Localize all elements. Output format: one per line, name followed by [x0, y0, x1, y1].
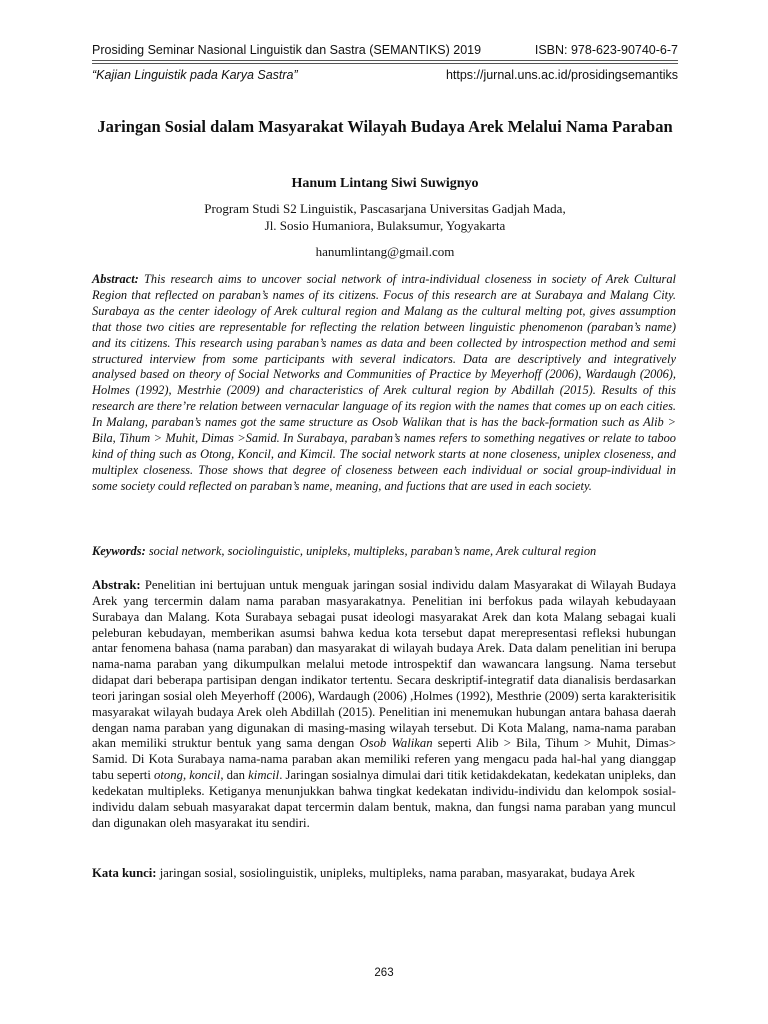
keywords-indonesian: [92, 865, 676, 881]
kata-kunci-text: jaringan sosial, sosiolinguistik, unipleks, multipleks, nama paraban, masyarakat, budaya Arek: [159, 866, 636, 880]
abstrak-italic-term-1: Osob Walikan: [359, 736, 433, 751]
keywords-english: [92, 543, 676, 559]
abstrak-text-5: . Jaringan sosialnya dimulai dari titik ketidakdekatan, kedekatan unipleks, dan kedekatan multipleks. Ketiganya menunjukkan bahwa tingkat kedekatan individu-individu dan kelompok sosial-individu dalam sebuah masyarakat dapat tercermin dalam bentuk, makna, dan fungsi nama paraban yang muncul dan digunakan oleh masyarakat itu sendiri.: [92, 768, 676, 830]
affiliation-line-2: Jl. Sosio Humaniora, Bulaksumur, Yogyakarta: [264, 218, 506, 233]
proceedings-theme: “Kajian Linguistik pada Karya Sastra”: [92, 68, 298, 82]
keywords-text: social network, sociolinguistic, unipleks, multipleks, paraban’s name, Arek cultural region: [148, 544, 597, 558]
abstract-text: This research aims to uncover social network of intra-individual closeness in society of Arek Cultural Region that reflected on paraban’s names of its citizens. Focus of this research are at Surabaya and Malang City. Surabaya as the center ideology of Arek cultural region and Malang as the cultural melting pot, gives assumption that those two cities are representable for reflecting the relation between linguistic phenomenon (paraban’s name) and its citizens. This research using paraban’s names as data and been collected by introspection method and semi structured interview from some participants with several indicators. Data are descriptively and integratively analysed based on theory of Social Networks and Communities of Practice by Meyerhoff (2006), Wardaugh (2006), Holmes (1992), Mestrhie (2009) and characteristics of Arek cultural region by Abdillah (2015). Results of this research are there’re relation between vernacular language of its region with the names that comes up on each cities. In Malang, paraban’s names got the same structure as Osob Walikan that is has the back-formation such as Alib > Bila, Tihum > Muhit, Dimas >Samid. In Surabaya, paraban’s names refers to something negatives or relate to taboo kind of thing such as Otong, Koncil, and Kimcil. The social network starts at none closeness, uniplex closeness, and multiplex closeness. Those shows that degree of closeness between each individual or social group-individual in some society could reflected on paraban’s name, meaning, and fuctions that are used in each society.: [92, 272, 676, 493]
header-rule-top: [92, 60, 678, 61]
keywords-label: Keywords:: [92, 544, 146, 558]
abstract-indonesian: [92, 578, 676, 832]
abstract-label: Abstract:: [92, 272, 139, 286]
abstrak-text-4: , dan: [220, 768, 249, 783]
isbn: ISBN: 978-623-90740-6-7: [534, 43, 678, 57]
proceedings-name: Prosiding Seminar Nasional Linguistik dan Sastra (SEMANTIKS) 2019: [92, 43, 482, 57]
author-email: hanumlintang@gmail.com: [315, 244, 455, 259]
abstrak-italic-term-2: otong: [154, 768, 183, 783]
author-affiliation: [92, 200, 678, 234]
kata-kunci-label: Kata kunci:: [92, 866, 157, 880]
running-header: [92, 43, 678, 57]
header-rule-bottom: [92, 63, 678, 64]
abstrak-text-2: seperti Alib > Bila, Tihum > Muhit, Dimas> Samid. Di Kota Surabaya nama-nama paraban akan memiliki referen yang mengacu pada hal-hal yang dianggap tabu seperti: [92, 736, 676, 783]
abstrak-italic-term-4: kimcil: [248, 768, 280, 783]
affiliation-line-1: Program Studi S2 Linguistik, Pascasarjana Universitas Gadjah Mada,: [204, 201, 566, 216]
abstrak-text-3: ,: [182, 768, 190, 783]
running-subheader: [92, 68, 678, 82]
paper-title: Jaringan Sosial dalam Masyarakat Wilayah Budaya Arek Melalui Nama Paraban: [97, 117, 673, 136]
abstrak-label: Abstrak:: [92, 578, 141, 592]
author-name: Hanum Lintang Siwi Suwignyo: [291, 176, 479, 191]
abstract-english: [92, 272, 676, 495]
abstrak-italic-term-3: koncil: [189, 768, 221, 783]
page-number: 263: [374, 967, 394, 979]
journal-url: https://jurnal.uns.ac.id/prosidingsemantiks: [445, 68, 678, 82]
abstrak-text-1: Penelitian ini bertujuan untuk menguak jaringan sosial individu dalam Masyarakat di Wilayah Budaya Arek yang tercermin dalam nama paraban masyarakatnya. Penelitian ini berfokus pada wilayah kebudayaan Surabaya dan Malang. Kota Surabaya sebagai pusat ideologi masyarakat Arek dan kota Malang sebagai kuali peleburan kebudayan, memberikan asumsi bahwa kedua kota tersebut dapat merepresentasi refleksi hubungan antar fenomena bahasa (nama paraban) dan masyarakat di wilayah budaya Arek. Data dalam penelitian ini berupa nama-nama paraban yang dikumpulkan melalui metode introspektif dan wawancara langsung. Nama tersebut didapat dari beberapa partisipan dengan indikator tertentu. Secara deskriptif-integratif data dianalisis berdasarkan teori jaringan sosial oleh Meyerhoff (2006), Wardaugh (2006) ,Holmes (1992), Mesthrie (2009) serta karakterisitik masyarakat wilayah budaya Arek oleh Abdillah (2015). Penelitian ini menemukan hubungan antara bahasa daerah dengan nama paraban yang digunakan di masing-masing wilayah tersebut. Di Kota Malang, nama-nama paraban akan memiliki struktur bentuk yang sama dengan: [92, 578, 677, 751]
